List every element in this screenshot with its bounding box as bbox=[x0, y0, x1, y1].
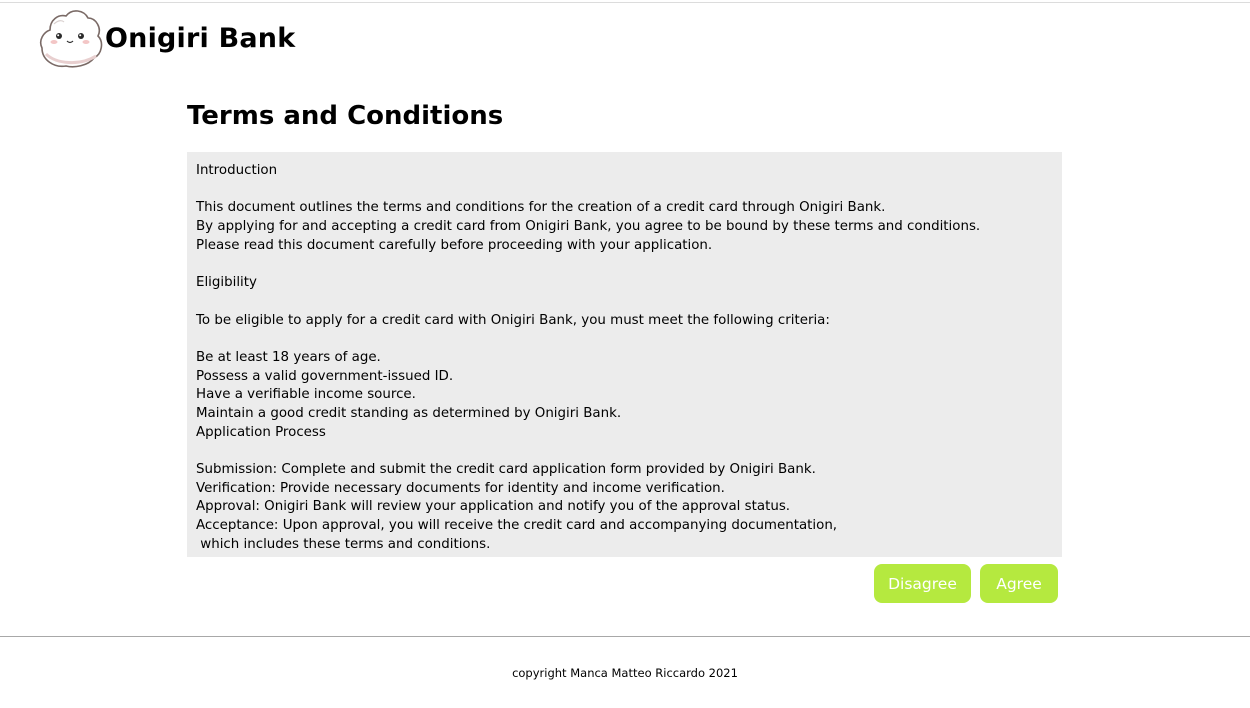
terms-line: Be at least 18 years of age. bbox=[196, 349, 381, 365]
terms-line: Verification: Provide necessary documents for identity and income verification. bbox=[196, 480, 725, 496]
terms-line: This document outlines the terms and conditions for the creation of a credit card through Onigiri Bank. bbox=[196, 200, 886, 216]
terms-line: Acceptance: Upon approval, you will receive the credit card and accompanying documentation, bbox=[196, 518, 838, 534]
terms-scroll-area[interactable] bbox=[187, 152, 1062, 557]
agree-button[interactable]: Agree bbox=[980, 564, 1058, 603]
onigiri-mascot-icon[interactable] bbox=[36, 8, 104, 68]
terms-blank-line bbox=[196, 442, 1053, 461]
terms-blank-line bbox=[196, 293, 1053, 312]
terms-blank-line bbox=[196, 330, 1053, 349]
terms-line: Eligibility bbox=[196, 275, 257, 291]
page-title: Terms and Conditions bbox=[187, 101, 504, 131]
top-divider bbox=[0, 2, 1250, 3]
terms-line: By applying for and accepting a credit card from Onigiri Bank, you agree to be bound by these terms and conditions. bbox=[196, 219, 981, 235]
disagree-button[interactable]: Disagree bbox=[874, 564, 971, 603]
terms-line: Please read this document carefully before proceeding with your application. bbox=[196, 237, 713, 253]
terms-blank-line bbox=[196, 181, 1053, 200]
terms-line: which includes these terms and conditions. bbox=[196, 536, 491, 552]
site-header bbox=[36, 8, 295, 68]
copyright-text: copyright Manca Matteo Riccardo 2021 bbox=[512, 666, 738, 680]
terms-blank-line bbox=[196, 255, 1053, 274]
terms-line: Possess a valid government-issued ID. bbox=[196, 368, 454, 384]
brand-name[interactable]: Onigiri Bank bbox=[105, 22, 296, 54]
terms-line: Introduction bbox=[196, 163, 278, 178]
terms-line: Maintain a good credit standing as determined by Onigiri Bank. bbox=[196, 405, 622, 421]
terms-line: To be eligible to apply for a credit card with Onigiri Bank, you must meet the following criteria: bbox=[196, 312, 830, 328]
terms-line: Application Process bbox=[196, 424, 326, 440]
footer-divider bbox=[0, 636, 1250, 637]
terms-line: Approval: Onigiri Bank will review your application and notify you of the approval status. bbox=[196, 499, 791, 515]
terms-line: Submission: Complete and submit the credit card application form provided by Onigiri Bank. bbox=[196, 462, 816, 477]
terms-text bbox=[187, 152, 1062, 554]
terms-line: Have a verifiable income source. bbox=[196, 387, 416, 403]
